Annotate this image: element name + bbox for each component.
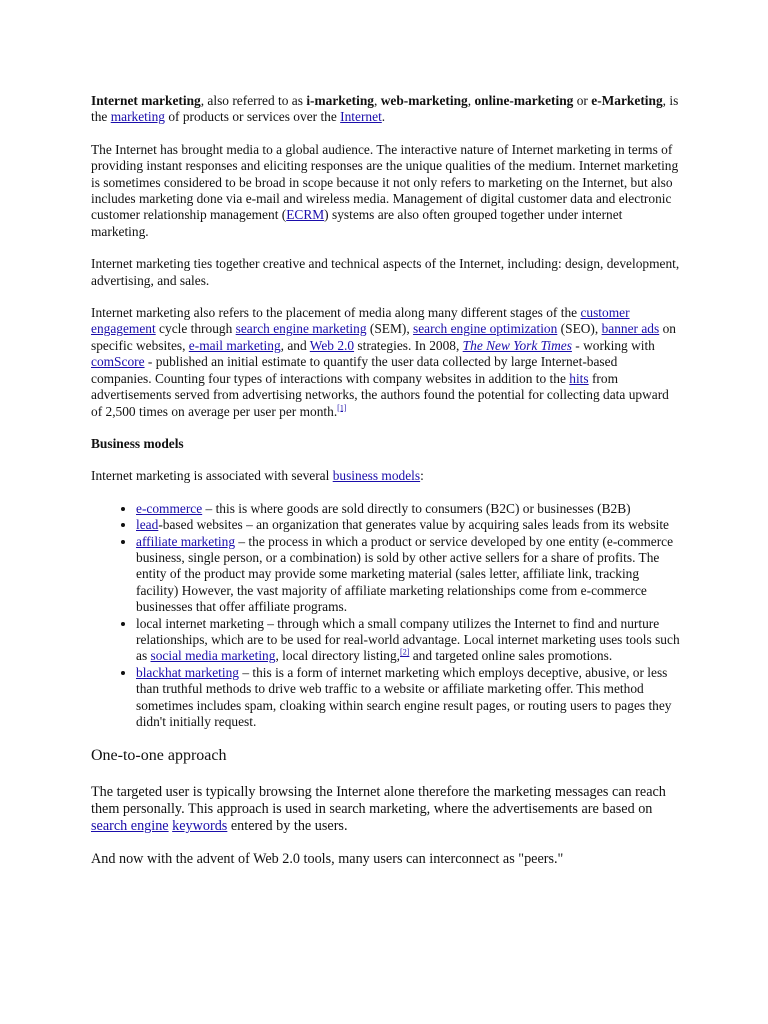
- text: , local directory listing,: [275, 648, 401, 664]
- text: The Internet has brought media to a global audience. The interactive nature of Internet marketing in terms of providing instant responses and eliciting responses are the unique qualities of the medium. Internet marketing is sometimes considered to be broad in scope because it not only refers to marketing on the Internet, but also includes marketing done via e-mail and wireless media. Management of digital customer data and electronic customer relationship management (: [91, 141, 679, 223]
- link-business-models[interactable]: business models: [332, 468, 421, 484]
- link-sem[interactable]: search engine marketing: [235, 321, 367, 337]
- link-banner-ads[interactable]: banner ads: [601, 321, 660, 337]
- footnote-ref-1[interactable]: [337, 403, 346, 412]
- text: .: [381, 109, 386, 125]
- link-keywords[interactable]: keywords: [172, 818, 228, 835]
- text: (SEO),: [557, 321, 602, 337]
- paragraph-business-models-intro: [91, 468, 681, 484]
- link-affiliate-marketing[interactable]: affiliate marketing: [136, 533, 236, 549]
- text: ) systems are also often grouped together under internet marketing.: [91, 207, 623, 239]
- text: -based websites – an organization that generates value by acquiring sales leads from its website: [158, 517, 669, 533]
- link-lead[interactable]: lead: [136, 517, 159, 533]
- footnote-link[interactable]: [1]: [337, 403, 347, 413]
- link-e-commerce[interactable]: e-commerce: [136, 500, 203, 516]
- link-search-engine[interactable]: search engine: [91, 818, 169, 835]
- intro-paragraph: [91, 93, 681, 126]
- text: entered by the users.: [227, 818, 348, 835]
- text: strategies. In 2008,: [354, 337, 463, 353]
- text: from advertisements served from advertising networks, the authors found the potential for collecting data upward of 2,500 times on average per user per month.: [91, 370, 669, 419]
- link-nyt[interactable]: [463, 338, 572, 353]
- paragraph-creative-technical: Internet marketing ties together creative and technical aspects of the Internet, including: design, development, advertising, and sales.: [91, 256, 680, 288]
- text: local internet marketing – through which a small company utilizes the Internet to find and nurture relationships, which are to be used for real-world advantage. Local internet marketing uses tools such as: [136, 615, 680, 664]
- text: on specific websites,: [91, 321, 676, 353]
- text: ,: [467, 93, 475, 108]
- text: – this is where goods are sold directly to consumers (B2C) or businesses (B2B): [202, 500, 631, 516]
- list-item: [136, 501, 681, 517]
- text: and targeted online sales promotions.: [409, 648, 613, 664]
- link-marketing[interactable]: marketing: [110, 109, 166, 125]
- paragraph-global-audience: [91, 142, 681, 240]
- list-item: [136, 665, 681, 731]
- link-internet[interactable]: Internet: [340, 109, 382, 125]
- text: The targeted user is typically browsing the Internet alone therefore the marketing messages can reach them personally. This approach is used in search marketing, where the advertisements are based on: [91, 784, 666, 818]
- footnote-link[interactable]: [2]: [400, 647, 410, 657]
- text: , and: [280, 337, 310, 353]
- text: or: [573, 93, 592, 108]
- document-body: [91, 93, 681, 884]
- paragraph-targeted-user: [91, 784, 681, 835]
- business-models-list: [91, 501, 681, 731]
- link-ecrm[interactable]: ECRM: [286, 207, 325, 223]
- section-heading-business-models: Business models: [91, 435, 184, 451]
- text: ,: [374, 93, 381, 108]
- footnote-ref-2[interactable]: [400, 648, 409, 657]
- link-social-media-marketing[interactable]: social media marketing: [150, 648, 276, 664]
- text: :: [420, 468, 424, 484]
- text: Internet marketing is associated with several: [91, 468, 333, 484]
- text: – the process in which a product or service developed by one entity (e-commerce business, single person, or a combination) is sold by other active sellers for a share of profits. The entity of the product may provide some marketing material (sales letter, affiliate link, tracking facility) However, the vast majority of affiliate marketing relationships come from e-commerce businesses that offer affiliate programs.: [136, 533, 674, 615]
- link-comscore[interactable]: comScore: [91, 354, 145, 370]
- link-seo[interactable]: search engine optimization: [413, 321, 558, 337]
- term-bold: Internet marketing: [91, 93, 201, 108]
- text: , also referred to as: [200, 93, 307, 108]
- link-email-marketing[interactable]: e-mail marketing: [188, 337, 281, 353]
- link-hits[interactable]: hits: [569, 370, 589, 386]
- text: - working with: [571, 337, 655, 353]
- section-heading-one-to-one: One-to-one approach: [91, 747, 227, 765]
- text: of products or services over the: [165, 109, 341, 125]
- nyt-italic: The New York Times: [462, 337, 572, 353]
- link-blackhat-marketing[interactable]: blackhat marketing: [136, 664, 239, 680]
- list-item: [136, 616, 681, 665]
- alt-term: online-marketing: [474, 93, 574, 108]
- paragraph-placement: [91, 305, 681, 420]
- list-item: [136, 534, 681, 616]
- paragraph-web20-peers: And now with the advent of Web 2.0 tools, many users can interconnect as "peers.": [91, 851, 564, 868]
- text: , is the: [91, 93, 679, 125]
- alt-term: e-Marketing: [591, 93, 663, 108]
- link-customer-engagement[interactable]: customer engagement: [91, 305, 630, 337]
- text: Internet marketing also refers to the placement of media along many different stages of the: [91, 305, 581, 321]
- link-web20[interactable]: Web 2.0: [309, 337, 355, 353]
- alt-term: web-marketing: [380, 93, 468, 108]
- list-item: [136, 517, 681, 533]
- text: - published an initial estimate to quantify the user data collected by large Internet-based companies. Counting four types of interactions with company websites in addition to the: [91, 354, 618, 386]
- text: cycle through: [155, 321, 236, 337]
- alt-term: i-marketing: [306, 93, 374, 108]
- text: – this is a form of internet marketing which employs deceptive, abusive, or less than truthful methods to drive web traffic to a website or affiliate marketing offer. This method sometimes includes spam, cloaking within search engine result pages, or routing users to pages they didn't initially request.: [136, 664, 672, 729]
- text: (SEM),: [366, 321, 414, 337]
